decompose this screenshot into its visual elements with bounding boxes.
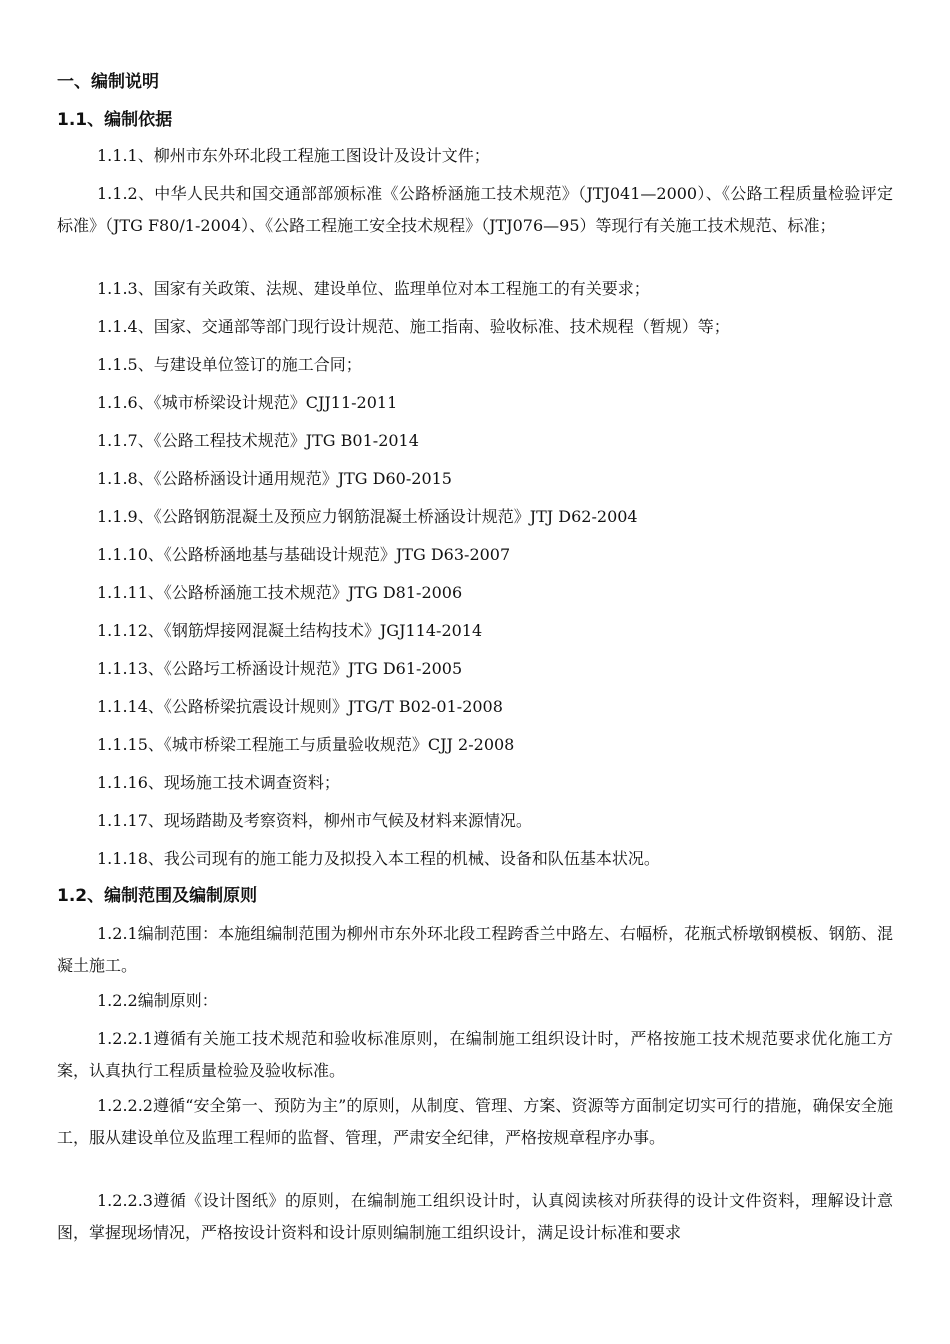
- basis-item-10: 1.1.10、《公路桥涵地基与基础设计规范》JTG D63-2007: [97, 545, 511, 564]
- basis-item-14: 1.1.14、《公路桥梁抗震设计规则》JTG/T B02-01-2008: [97, 697, 503, 716]
- basis-item-4: 1.1.4、国家、交通部等部门现行设计规范、施工指南、验收标准、技术规程（暂规）等；: [97, 317, 730, 336]
- basis-item-13: 1.1.13、《公路圬工桥涵设计规范》JTG D61-2005: [97, 659, 463, 678]
- basis-item-18: 1.1.18、我公司现有的施工能力及拟投入本工程的机械、设备和队伍基本状况。: [97, 849, 660, 868]
- basis-item-5: 1.1.5、与建设单位签订的施工合同；: [97, 355, 362, 374]
- basis-item-11: 1.1.11、《公路桥涵施工技术规范》JTG D81-2006: [97, 583, 463, 602]
- basis-item-8: 1.1.8、《公路桥涵设计通用规范》JTG D60-2015: [97, 469, 452, 488]
- principle-heading: 1.2.2编制原则：: [97, 991, 218, 1010]
- basis-item-17: 1.1.17、现场踏勘及考察资料，柳州市气候及材料来源情况。: [97, 811, 532, 830]
- principle-item-3: 1.2.2.3遵循《设计图纸》的原则，在编制施工组织设计时，认真阅读核对所获得的设计文件资料，理解设计意图，掌握现场情况，严格按设计资料和设计原则编制施工组织设计，满足设计标准和要求: [57, 1191, 893, 1242]
- subsection-heading-1-2: 1.2、编制范围及编制原则: [57, 886, 258, 906]
- basis-item-3: 1.1.3、国家有关政策、法规、建设单位、监理单位对本工程施工的有关要求；: [97, 279, 650, 298]
- basis-item-16: 1.1.16、现场施工技术调查资料；: [97, 773, 340, 792]
- basis-item-2: 1.1.2、中华人民共和国交通部部颁标准《公路桥涵施工技术规范》（JTJ041—2000）、《公路工程质量检验评定标准》（JTG F80/1-2004）、《公路工程施工安全技术规程》（JTJ076—95）等现行有关施工技术规范、标准；: [57, 184, 893, 235]
- principle-item-2: 1.2.2.2遵循“安全第一、预防为主”的原则，从制度、管理、方案、资源等方面制定切实可行的措施，确保安全施工，服从建设单位及监理工程师的监督、管理，严肃安全纪律，严格按规章程序办事。: [57, 1096, 893, 1147]
- basis-item-7: 1.1.7、《公路工程技术规范》JTG B01-2014: [97, 431, 419, 450]
- basis-item-9: 1.1.9、《公路钢筋混凝土及预应力钢筋混凝土桥涵设计规范》JTJ D62-2004: [97, 507, 638, 526]
- basis-item-6: 1.1.6、《城市桥梁设计规范》CJJ11-2011: [97, 393, 398, 412]
- basis-item-1: 1.1.1、柳州市东外环北段工程施工图设计及设计文件；: [97, 146, 490, 165]
- basis-item-15: 1.1.15、《城市桥梁工程施工与质量验收规范》CJJ 2-2008: [97, 735, 515, 754]
- scope-paragraph: 1.2.1编制范围：本施组编制范围为柳州市东外环北段工程跨香兰中路左、右幅桥，花瓶式桥墩钢模板、钢筋、混凝土施工。: [57, 924, 893, 975]
- basis-item-12: 1.1.12、《钢筋焊接网混凝土结构技术》JGJ114-2014: [97, 621, 483, 640]
- section-heading-1: 一、编制说明: [57, 72, 159, 92]
- principle-item-1: 1.2.2.1遵循有关施工技术规范和验收标准原则，在编制施工组织设计时，严格按施工技术规范要求优化施工方案，认真执行工程质量检验及验收标准。: [57, 1029, 893, 1080]
- subsection-heading-1-1: 1.1、编制依据: [57, 110, 173, 130]
